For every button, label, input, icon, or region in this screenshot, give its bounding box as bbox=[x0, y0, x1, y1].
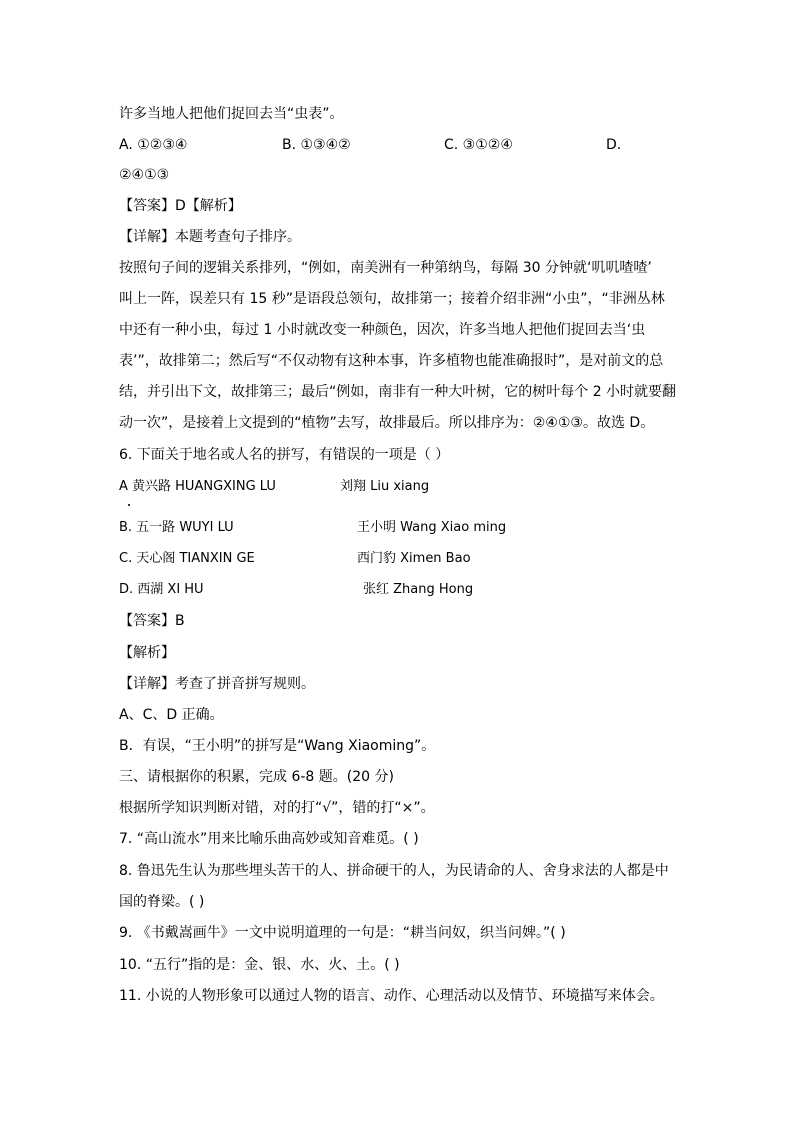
q6-option-b-person: 王小明 Wang Xiao ming bbox=[357, 520, 507, 535]
option-a: A. ①②③④ bbox=[119, 137, 188, 153]
paragraph-line: 按照句子间的逻辑关系排列，“例如，南美洲有一种第纳鸟，每隔 30 分钟就‘叽叽喳喳’ bbox=[119, 260, 652, 276]
answer-6: 【答案】B bbox=[119, 613, 185, 629]
analysis-6: 【解析】 bbox=[119, 645, 175, 661]
section-3-heading: 三、请根据你的积累，完成 6-8 题。(20 分) bbox=[119, 769, 394, 785]
instruction: 根据所学知识判断对错，对的打“√”，错的打“×”。 bbox=[119, 800, 435, 816]
text-line: A、C、D 正确。 bbox=[119, 707, 224, 723]
text-line: B．有误，“王小明”的拼写是“Wang Xiaoming”。 bbox=[119, 738, 436, 754]
text-line: 许多当地人把他们捉回去当“虫表”。 bbox=[119, 106, 344, 122]
question-10: 10. “五行”指的是：金、银、水、火、土。( ) bbox=[119, 957, 400, 973]
option-d: D. bbox=[606, 137, 622, 153]
paragraph-line: 动一次”，是接着上文提到的“植物”去写，故排最后。所以排序为：②④①③。故选 D。 bbox=[119, 415, 655, 431]
answer-5: 【答案】D【解析】 bbox=[119, 198, 242, 214]
detail-6: 【详解】考查了拼音拼写规则。 bbox=[119, 676, 315, 692]
paragraph-line: 中还有一种小虫，每过 1 小时就改变一种颜色，因次，许多当地人把他们捉回去当‘虫 bbox=[119, 322, 646, 338]
question-7: 7. “高山流水”用来比喻乐曲高妙或知音难觅。( ) bbox=[119, 831, 419, 847]
question-8-cont: 国的脊梁。( ) bbox=[119, 894, 205, 910]
option-d-value: ②④①③ bbox=[119, 167, 170, 183]
q6-option-a-place: A 黄兴路 HUANGXING LU bbox=[119, 479, 276, 494]
question-11: 11. 小说的人物形象可以通过人物的语言、动作、心理活动以及情节、环境描写来体会。 bbox=[119, 988, 664, 1004]
q6-option-d-person: 张红 Zhang Hong bbox=[363, 582, 474, 597]
q6-option-c-person: 西门豹 Ximen Bao bbox=[357, 551, 471, 566]
paragraph-line: 表’”，故排第二；然后写“不仅动物有这种本事，许多植物也能准确报时”，是对前文的总 bbox=[119, 353, 664, 369]
q6-option-c-place: C. 天心阁 TIANXIN GE bbox=[119, 551, 255, 566]
question-9: 9. 《书戴嵩画牛》一文中说明道理的一句是：“耕当问奴，织当问婢。”( ) bbox=[119, 925, 566, 941]
q6-option-b-place: B. 五一路 WUYI LU bbox=[119, 520, 234, 535]
question-8: 8. 鲁迅先生认为那些埋头苦干的人、拼命硬干的人，为民请命的人、舍身求法的人都是中 bbox=[119, 863, 669, 879]
detail-5: 【详解】本题考查句子排序。 bbox=[119, 229, 301, 245]
stray-dot bbox=[128, 504, 130, 506]
paragraph-line: 叫上一阵，误差只有 15 秒”是语段总领句，故排第一；接着介绍非洲“小虫”，“非洲丛林 bbox=[119, 291, 665, 307]
q6-option-d-place: D. 西湖 XI HU bbox=[119, 582, 204, 597]
q6-option-a-person: 刘翔 Liu xiang bbox=[340, 479, 430, 494]
option-b: B. ①③④② bbox=[282, 137, 351, 153]
option-c: C. ③①②④ bbox=[444, 137, 513, 153]
paragraph-line: 结，并引出下文，故排第三；最后“例如，南非有一种大叶树，它的树叶每个 2 小时就要翻 bbox=[119, 384, 677, 400]
question-6: 6. 下面关于地名或人名的拼写，有错误的一项是（ ） bbox=[119, 447, 450, 463]
